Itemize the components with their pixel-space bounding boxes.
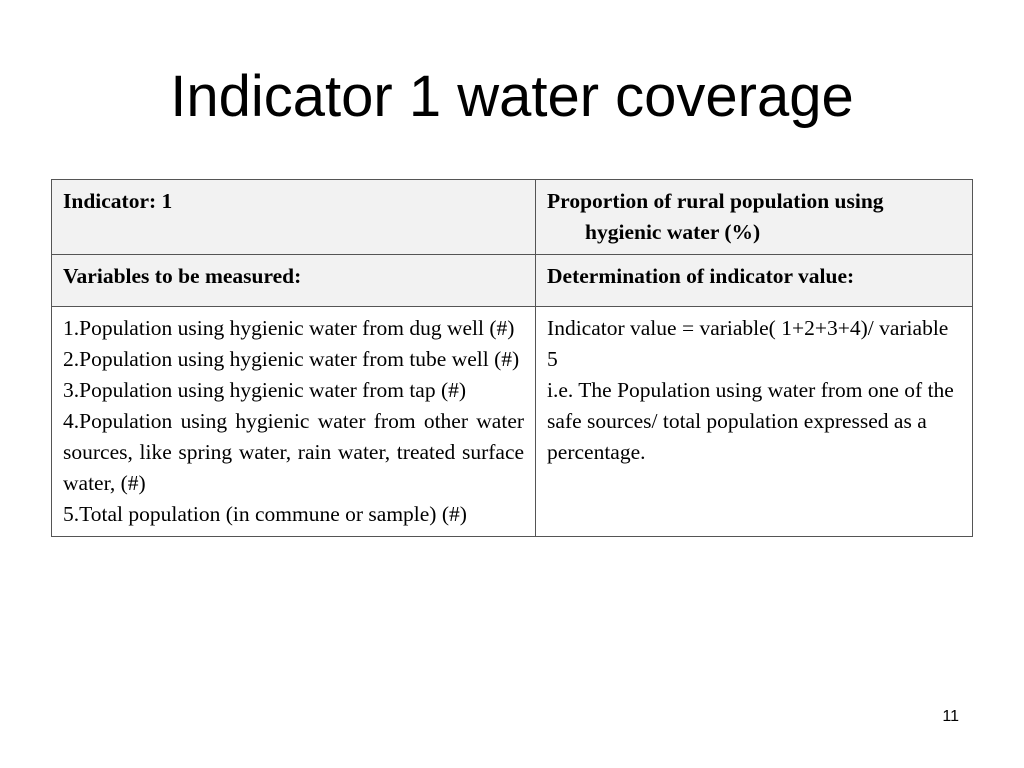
determination-label-cell: Determination of indicator value:: [536, 255, 973, 307]
variables-cell: [52, 307, 536, 537]
variable-item: 5.Total population (in commune or sample) (#): [63, 502, 467, 526]
variables-label-cell: Variables to be measured:: [52, 255, 536, 307]
indicator-table: [51, 179, 973, 537]
variable-item: 3.Population using hygienic water from tap (#): [63, 378, 467, 402]
formula-text: Indicator value = variable( 1+2+3+4)/ variable 5: [547, 316, 949, 371]
table-row-content: [52, 307, 973, 537]
variable-item: 4.Population using hygienic water from other water sources, like spring water, rain water, treated surface water, (#): [63, 409, 525, 495]
table-row-indicator: [52, 180, 973, 255]
slide-number: 11: [942, 708, 959, 725]
indicator-description-cell: [536, 180, 973, 255]
determination-cell: [536, 307, 973, 537]
variable-item: 2.Population using hygienic water from tube well (#): [63, 347, 520, 371]
slide-title: Indicator 1 water coverage: [170, 64, 854, 129]
table-row-subheader: [52, 255, 973, 307]
indicator-description: Proportion of rural population using hygienic water (%): [547, 189, 884, 244]
indicator-label-cell: Indicator: 1: [52, 180, 536, 255]
variable-item: 1.Population using hygienic water from dug well (#): [63, 316, 515, 340]
formula-explanation: i.e. The Population using water from one of the safe sources/ total population expressed as a percentage.: [547, 378, 954, 464]
